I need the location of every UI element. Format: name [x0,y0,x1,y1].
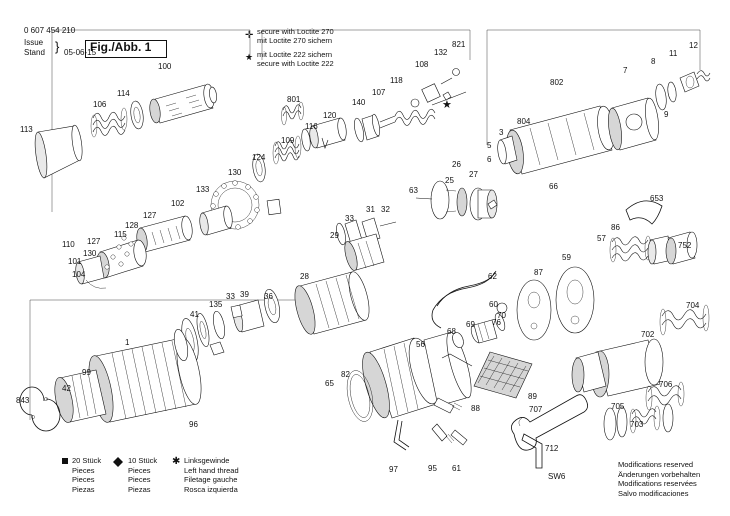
callout-12: 12 [689,41,698,50]
fig-title: Fig./Abb. 1 [90,40,152,54]
callout-99: 99 [82,368,91,377]
callout-7: 7 [623,66,628,75]
callout-60: 60 [489,300,498,309]
svg-text:✱: ✱ [172,456,181,467]
callout-31: 31 [366,205,375,214]
callout-106: 106 [93,100,107,109]
callout-62: 62 [488,272,497,281]
callout-33: 33 [226,292,235,301]
callout-107: 107 [372,88,386,97]
callout-752: 752 [678,241,692,250]
callout-104: 104 [72,270,86,279]
callout-118: 118 [390,76,403,85]
header-brace: } [55,39,60,54]
callout-114: 114 [117,89,130,98]
callout-86: 86 [611,223,620,232]
stand-label: Stand [24,48,45,57]
callout-133: 133 [196,185,210,194]
callout-42: 42 [62,384,71,393]
callout-128: 128 [125,221,139,230]
callout-801: 801 [287,95,301,104]
callout-8: 8 [651,57,656,66]
callout-120: 120 [323,111,337,120]
callout-88: 88 [471,404,480,413]
callout-705: 705 [611,402,625,411]
note-loctite270-de: mit Loctite 270 sichern [257,36,333,45]
callout-9: 9 [664,110,669,119]
part-number: 0 607 454 210 [24,26,76,35]
callout-66: 66 [549,182,558,191]
callout-102: 102 [171,199,185,208]
callout-89: 89 [528,392,537,401]
callout-39: 39 [240,290,249,299]
header-date: 05-06-15 [64,48,97,57]
callout-116: 116 [305,122,318,131]
callout-804: 804 [517,117,531,126]
note-loctite222-de: mit Loctite 222 sichern [257,50,333,59]
callout-5: 5 [487,141,492,150]
callout-127: 127 [87,237,101,246]
callout-11: 11 [669,49,678,58]
callout-96: 96 [189,420,198,429]
callout-87: 87 [534,268,543,277]
callout-130: 130 [228,168,242,177]
callout-130: 130 [83,249,97,258]
callout-707: 707 [529,405,543,414]
callout-113: 113 [20,125,33,134]
callout-132: 132 [434,48,448,57]
callout-59: 59 [562,253,571,262]
callout-25: 25 [445,176,454,185]
svg-text:★: ★ [442,99,452,111]
callout-100: 100 [158,62,172,71]
legend-col2: 10 Stück Pieces Pieces Piezas [128,456,158,494]
callout-3: 3 [499,128,504,137]
svg-text:✛: ✛ [245,30,254,41]
callout-63: 63 [409,186,418,195]
callout-6: 6 [487,155,492,164]
callout-27: 27 [469,170,478,179]
callout-95: 95 [428,464,437,473]
callout-704: 704 [686,301,700,310]
note-loctite222-en: secure with Loctite 222 [257,59,334,68]
callout-65: 65 [325,379,334,388]
callout-115: 115 [114,230,127,239]
callout-69: 69 [466,320,475,329]
callout-821: 821 [452,40,466,49]
callout-56: 56 [416,340,425,349]
legend-col1: 20 Stück Pieces Pieces Piezas [72,456,102,494]
callout-97: 97 [389,465,398,474]
callout-61: 61 [452,464,461,473]
callout-712: 712 [545,444,559,453]
callout-802: 802 [550,78,564,87]
callout-108: 108 [415,60,429,69]
issue-label: Issue [24,38,44,47]
footer-notes: Modifications reserved Änderungen vorbehalten Modifications reservées Salvo modificaciones [618,460,701,498]
callout-57: 57 [597,234,606,243]
callout-28: 28 [300,272,309,281]
callout-843: 843 [16,396,30,405]
callout-653: 653 [650,194,664,203]
callout-70: 70 [497,311,506,320]
callout-68: 68 [447,327,456,336]
callout-110: 110 [62,240,75,249]
callout-124: 124 [252,153,266,162]
callout-109: 109 [281,136,295,145]
callout-29: 29 [330,231,339,240]
callout-32: 32 [381,205,390,214]
callout-26: 26 [452,160,461,169]
callout-706: 706 [659,380,673,389]
callout-33: 33 [345,214,354,223]
tool-size-label: SW6 [548,472,566,481]
legend-col3: Linksgewinde Left hand thread Filetage gauche Rosca izquierda [184,456,239,494]
callout-41: 41 [190,310,199,319]
callout-101: 101 [68,257,82,266]
callout-76: 76 [492,318,501,327]
callout-1: 1 [125,338,130,347]
callout-127: 127 [143,211,157,220]
callout-135: 135 [209,300,223,309]
svg-text:★: ★ [245,52,254,62]
callout-703: 703 [630,420,644,429]
callout-82: 82 [341,370,350,379]
callout-140: 140 [352,98,366,107]
callout-702: 702 [641,330,655,339]
callout-36: 36 [264,292,273,301]
note-loctite270-en: secure with Loctite 270 [257,27,334,36]
